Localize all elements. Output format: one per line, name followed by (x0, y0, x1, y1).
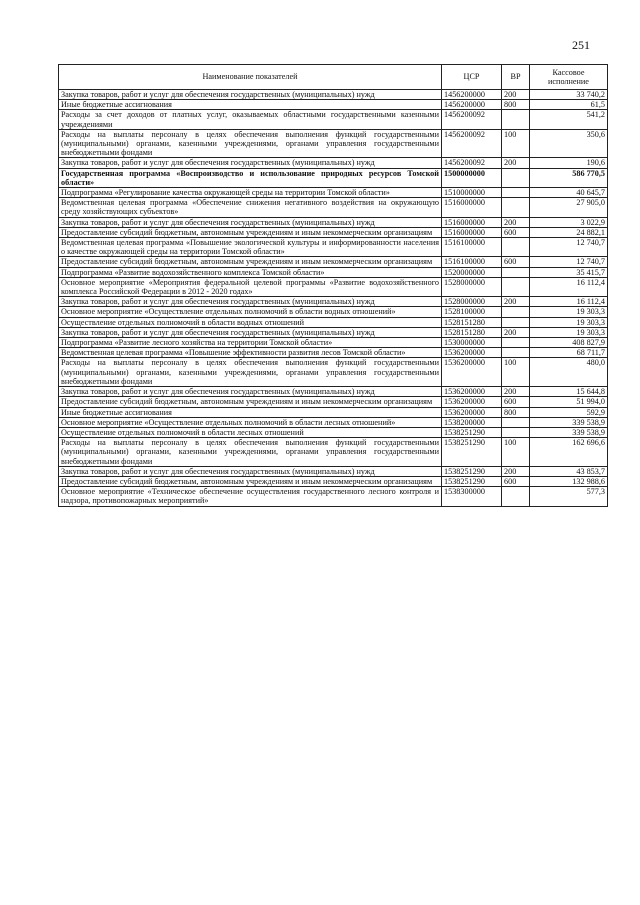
cell-vr: 800 (502, 407, 530, 417)
cell-sum: 40 645,7 (530, 188, 608, 198)
header-vr: ВР (502, 65, 530, 90)
cell-csr: 1456200000 (442, 100, 502, 110)
cell-sum: 480,0 (530, 358, 608, 387)
cell-sum: 43 853,7 (530, 466, 608, 476)
table-row (59, 158, 608, 168)
cell-sum: 16 112,4 (530, 297, 608, 307)
cell-name: Предоставление субсидий бюджетным, автономным учреждениям и иным некоммерческим организациям (59, 476, 442, 486)
cell-csr: 1528100000 (442, 307, 502, 317)
cell-vr: 600 (502, 257, 530, 267)
cell-sum: 61,5 (530, 100, 608, 110)
cell-name: Закупка товаров, работ и услуг для обеспечения государственных (муниципальных) нужд (59, 297, 442, 307)
cell-csr: 1516000000 (442, 198, 502, 217)
cell-name: Основное мероприятие «Техническое обеспечение осуществления государственного лесного контроля и надзора, противопожарных мероприятий» (59, 487, 442, 506)
cell-name: Основное мероприятие «Мероприятия федеральной целевой программы «Развитие водохозяйственного комплекса Российской Федерации в 2012 - 2020 годах» (59, 277, 442, 296)
cell-csr: 1456200092 (442, 110, 502, 129)
cell-csr: 1528000000 (442, 297, 502, 307)
cell-name: Закупка товаров, работ и услуг для обеспечения государственных (муниципальных) нужд (59, 387, 442, 397)
cell-csr: 1538200000 (442, 417, 502, 427)
table-row (59, 466, 608, 476)
cell-vr: 600 (502, 476, 530, 486)
cell-name: Закупка товаров, работ и услуг для обеспечения государственных (муниципальных) нужд (59, 90, 442, 100)
cell-name: Расходы на выплаты персоналу в целях обеспечения выполнения функций государственными (муниципальными) органами, казенными учреждениями, органами управления государственными внебюджетными фондами (59, 129, 442, 158)
cell-name: Предоставление субсидий бюджетным, автономным учреждениям и иным некоммерческим организациям (59, 257, 442, 267)
cell-csr: 1456200000 (442, 90, 502, 100)
table-row (59, 238, 608, 257)
cell-name: Расходы на выплаты персоналу в целях обеспечения выполнения функций государственными (муниципальными) органами, казенными учреждениями, органами управления государственными внебюджетными фондами (59, 438, 442, 467)
cell-csr: 1538251290 (442, 466, 502, 476)
table-row (59, 348, 608, 358)
cell-csr: 1538300000 (442, 487, 502, 506)
table-row (59, 476, 608, 486)
table-row (59, 317, 608, 327)
cell-csr: 1520000000 (442, 267, 502, 277)
header-name: Наименование показателей (59, 65, 442, 90)
cell-csr: 1516100000 (442, 257, 502, 267)
table-row (59, 90, 608, 100)
budget-execution-table (58, 64, 608, 507)
cell-name: Подпрограмма «Регулирование качества окружающей среды на территории Томской области» (59, 188, 442, 198)
table-row (59, 129, 608, 158)
cell-vr (502, 338, 530, 348)
cell-vr (502, 267, 530, 277)
header-csr: ЦСР (442, 65, 502, 90)
table-row (59, 217, 608, 227)
cell-sum: 190,6 (530, 158, 608, 168)
cell-sum: 162 696,6 (530, 438, 608, 467)
cell-vr (502, 417, 530, 427)
cell-name: Расходы за счет доходов от платных услуг, оказываемых областными государственными казенными учреждениями (59, 110, 442, 129)
table-row (59, 387, 608, 397)
table-row (59, 110, 608, 129)
table-row (59, 277, 608, 296)
table-body (59, 90, 608, 507)
cell-csr: 1456200092 (442, 158, 502, 168)
cell-name: Ведомственная целевая программа «Повышение эффективности развития лесов Томской области» (59, 348, 442, 358)
cell-sum: 19 303,3 (530, 327, 608, 337)
cell-sum: 541,2 (530, 110, 608, 129)
cell-sum: 339 538,9 (530, 427, 608, 437)
cell-sum: 577,3 (530, 487, 608, 506)
table-row (59, 407, 608, 417)
cell-vr (502, 238, 530, 257)
cell-name: Подпрограмма «Развитие лесного хозяйства на территории Томской области» (59, 338, 442, 348)
cell-sum: 19 303,3 (530, 307, 608, 317)
cell-csr: 1516000000 (442, 227, 502, 237)
table-row (59, 487, 608, 506)
cell-csr: 1536200000 (442, 348, 502, 358)
cell-csr: 1538251290 (442, 438, 502, 467)
header-sum: Кассовое исполнение (530, 65, 608, 90)
cell-vr (502, 198, 530, 217)
cell-name: Основное мероприятие «Осуществление отдельных полномочий в области лесных отношений» (59, 417, 442, 427)
cell-name: Осуществление отдельных полномочий в области водных отношений (59, 317, 442, 327)
cell-csr: 1538251290 (442, 476, 502, 486)
cell-vr: 200 (502, 387, 530, 397)
cell-vr: 800 (502, 100, 530, 110)
table-row (59, 198, 608, 217)
table-row (59, 358, 608, 387)
cell-vr: 100 (502, 358, 530, 387)
cell-name: Иные бюджетные ассигнования (59, 407, 442, 417)
cell-vr (502, 348, 530, 358)
cell-sum: 24 882,1 (530, 227, 608, 237)
cell-vr (502, 168, 530, 187)
cell-sum: 12 740,7 (530, 238, 608, 257)
table-row (59, 427, 608, 437)
table-row (59, 307, 608, 317)
cell-csr: 1516100000 (442, 238, 502, 257)
table-row (59, 267, 608, 277)
cell-vr: 100 (502, 129, 530, 158)
cell-sum: 132 988,6 (530, 476, 608, 486)
cell-sum: 19 303,3 (530, 317, 608, 327)
cell-csr: 1538251290 (442, 427, 502, 437)
cell-vr: 600 (502, 227, 530, 237)
cell-csr: 1456200092 (442, 129, 502, 158)
cell-vr: 200 (502, 158, 530, 168)
table-row (59, 188, 608, 198)
table-row (59, 438, 608, 467)
table-row (59, 100, 608, 110)
cell-vr: 100 (502, 438, 530, 467)
cell-vr (502, 487, 530, 506)
cell-sum: 339 538,9 (530, 417, 608, 427)
cell-name: Предоставление субсидий бюджетным, автономным учреждениям и иным некоммерческим организациям (59, 227, 442, 237)
table-row (59, 397, 608, 407)
cell-sum: 68 711,7 (530, 348, 608, 358)
cell-sum: 35 415,7 (530, 267, 608, 277)
cell-vr (502, 110, 530, 129)
cell-name: Закупка товаров, работ и услуг для обеспечения государственных (муниципальных) нужд (59, 158, 442, 168)
cell-csr: 1536200000 (442, 358, 502, 387)
cell-vr: 200 (502, 90, 530, 100)
table-row (59, 297, 608, 307)
cell-name: Закупка товаров, работ и услуг для обеспечения государственных (муниципальных) нужд (59, 327, 442, 337)
cell-csr: 1516000000 (442, 217, 502, 227)
cell-csr: 1536200000 (442, 407, 502, 417)
cell-name: Подпрограмма «Развитие водохозяйственного комплекса Томской области» (59, 267, 442, 277)
cell-vr (502, 188, 530, 198)
header-row (59, 65, 608, 90)
cell-csr: 1528151280 (442, 327, 502, 337)
cell-sum: 12 740,7 (530, 257, 608, 267)
cell-vr (502, 317, 530, 327)
cell-sum: 408 827,9 (530, 338, 608, 348)
cell-sum: 3 022,9 (530, 217, 608, 227)
cell-sum: 15 644,8 (530, 387, 608, 397)
cell-name: Закупка товаров, работ и услуг для обеспечения государственных (муниципальных) нужд (59, 466, 442, 476)
cell-name: Государственная программа «Воспроизводство и использование природных ресурсов Томской области» (59, 168, 442, 187)
cell-vr: 200 (502, 297, 530, 307)
cell-csr: 1530000000 (442, 338, 502, 348)
cell-name: Ведомственная целевая программа «Обеспечение снижения негативного воздействия на окружающую среду хозяйствующих субъектов» (59, 198, 442, 217)
table-row (59, 327, 608, 337)
table-row (59, 338, 608, 348)
cell-csr: 1528000000 (442, 277, 502, 296)
cell-sum: 592,9 (530, 407, 608, 417)
cell-name: Осуществление отдельных полномочий в области лесных отношений (59, 427, 442, 437)
cell-csr: 1536200000 (442, 387, 502, 397)
cell-name: Расходы на выплаты персоналу в целях обеспечения выполнения функций государственными (муниципальными) органами, казенными учреждениями, органами управления государственными внебюджетными фондами (59, 358, 442, 387)
cell-sum: 33 740,2 (530, 90, 608, 100)
cell-vr: 200 (502, 466, 530, 476)
cell-sum: 27 905,0 (530, 198, 608, 217)
cell-name: Иные бюджетные ассигнования (59, 100, 442, 110)
table-row (59, 417, 608, 427)
cell-vr (502, 307, 530, 317)
cell-vr: 200 (502, 327, 530, 337)
table-row (59, 227, 608, 237)
page-number: 251 (572, 38, 590, 52)
cell-vr: 600 (502, 397, 530, 407)
cell-vr (502, 427, 530, 437)
cell-sum: 350,6 (530, 129, 608, 158)
cell-sum: 51 994,0 (530, 397, 608, 407)
cell-csr: 1510000000 (442, 188, 502, 198)
cell-sum: 586 770,5 (530, 168, 608, 187)
cell-name: Закупка товаров, работ и услуг для обеспечения государственных (муниципальных) нужд (59, 217, 442, 227)
cell-name: Предоставление субсидий бюджетным, автономным учреждениям и иным некоммерческим организациям (59, 397, 442, 407)
cell-vr (502, 277, 530, 296)
table-row (59, 168, 608, 187)
cell-name: Ведомственная целевая программа «Повышение экологической культуры и информированности населения о качестве окружающей среды на территории Томской области» (59, 238, 442, 257)
cell-csr: 1536200000 (442, 397, 502, 407)
cell-sum: 16 112,4 (530, 277, 608, 296)
cell-csr: 1528151280 (442, 317, 502, 327)
cell-vr: 200 (502, 217, 530, 227)
cell-csr: 1500000000 (442, 168, 502, 187)
table-header (59, 65, 608, 90)
table-row (59, 257, 608, 267)
cell-name: Основное мероприятие «Осуществление отдельных полномочий в области водных отношений» (59, 307, 442, 317)
